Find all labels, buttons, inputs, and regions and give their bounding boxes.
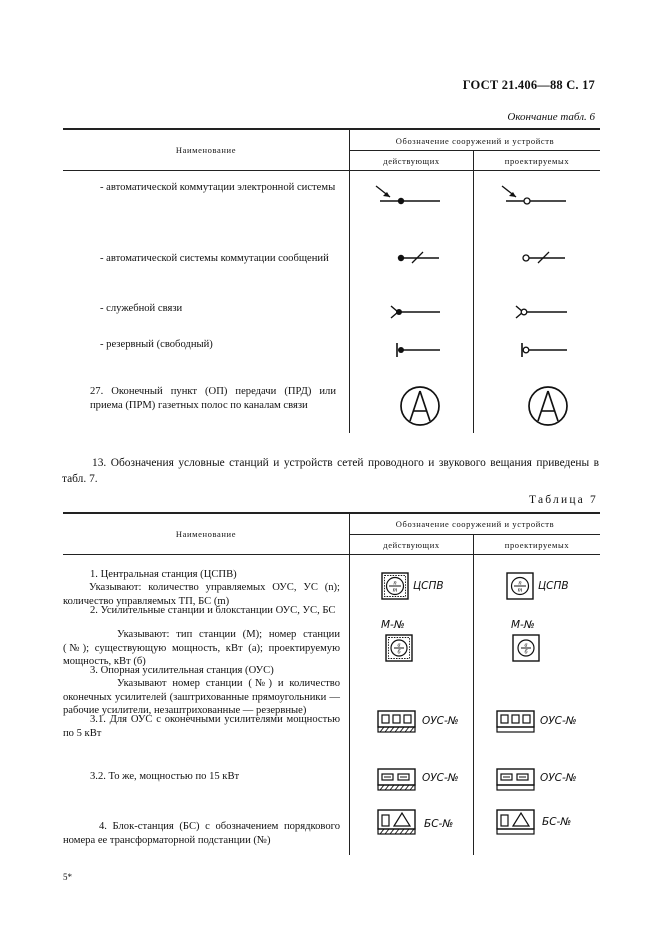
ous-no-label: ОУС-№	[422, 772, 459, 784]
block-station-existing-icon	[377, 809, 417, 837]
table-continuation-label: Окончание табл. 6	[507, 111, 595, 123]
cspv-projected-icon	[506, 572, 536, 602]
auto-switch-electronic-existing-icon	[370, 180, 450, 210]
auto-switch-electronic-projected-icon	[496, 180, 576, 210]
reserve-line-existing-icon	[394, 340, 450, 360]
table-row-text: 3. Опорная усилительная станция (ОУС)	[90, 665, 274, 676]
column-header-name: Наименование	[175, 529, 237, 539]
amplifier-station-projected-icon	[512, 634, 542, 664]
table-row-text: - служебной связи	[100, 303, 183, 314]
circle-A-existing-icon	[398, 384, 442, 428]
column-header-existing: действующих	[383, 156, 440, 166]
table-row-text: - резервный (свободный)	[100, 339, 213, 350]
amp-a-label: a	[524, 642, 528, 649]
block-station-projected-icon	[496, 809, 536, 837]
ous-5kw-existing-icon	[377, 710, 417, 738]
bs-no-label: БС-№	[424, 818, 454, 830]
amp-a-label: a	[397, 642, 401, 649]
footer-mark: 5*	[63, 872, 72, 882]
table-row-text: - автоматической коммутации электронной системы	[100, 182, 336, 193]
ous-15kw-projected-icon	[496, 768, 536, 796]
ous-no-label: ОУС-№	[422, 715, 459, 727]
table-row-text: Указывают номер станции (№) и количество оконечных усилителей (заштрихованные прямоугольники — рабочие усилители, незаштрихованные — резервные)	[63, 678, 340, 717]
service-line-existing-icon	[390, 302, 450, 322]
cspv-m-label: m	[517, 586, 523, 594]
cspv-label: ЦСПВ	[413, 580, 444, 592]
amplifier-station-existing-icon	[385, 634, 415, 664]
table-row-text: Указывают: тип станции (M); номер станции (№); существующую мощность, кВт (a); проектируемую мощность, кВт (б)	[63, 629, 340, 668]
service-line-projected-icon	[515, 302, 575, 322]
ous-no-label: ОУС-№	[540, 772, 577, 784]
auto-message-switch-projected-icon	[520, 248, 580, 268]
cspv-existing-icon	[381, 572, 411, 602]
page-header: ГОСТ 21.406—88 С. 17	[462, 78, 595, 92]
ous-15kw-existing-icon	[377, 768, 417, 796]
column-header-group: Обозначение сооружений и устройств	[395, 136, 555, 146]
column-header-group: Обозначение сооружений и устройств	[395, 519, 555, 529]
amp-b-label: б	[524, 649, 528, 656]
cspv-m-label: m	[392, 586, 398, 594]
ous-no-label: ОУС-№	[540, 715, 577, 727]
column-header-projected: проектируемых	[504, 540, 570, 550]
table-row-text: 3.2. То же, мощностью по 15 кВт	[90, 771, 240, 782]
table-7-title: Таблица 7	[529, 494, 598, 506]
table-row-text: 27. Оконечный пункт (ОП) передачи (ПРД) или приема (ПРМ) газетных полос по каналам связи	[90, 386, 336, 411]
table-row-text: 3.1. Для ОУС с оконечными усилителями мощностью по 5 кВт	[63, 714, 340, 739]
paragraph-13: 13. Обозначения условные станций и устройств сетей проводного и звукового вещания приведены в табл. 7.	[62, 457, 599, 485]
cspv-n-label: n	[393, 579, 397, 587]
table-row-text: Указывают: количество управляемых ОУС, УС (n); количество управляемых ТП, БС (m)	[63, 582, 340, 607]
amp-b-label: б	[397, 649, 401, 656]
cspv-label: ЦСПВ	[538, 580, 569, 592]
table-row-text: 1. Центральная станция (ЦСПВ)	[90, 569, 237, 580]
circle-A-projected-icon	[526, 384, 570, 428]
m-no-label: M-№	[381, 619, 405, 631]
auto-message-switch-existing-icon	[395, 248, 455, 268]
m-no-label: M-№	[511, 619, 535, 631]
table-row-text: 4. Блок-станция (БС) с обозначением порядкового номера ее трансформаторной подстанции (№)	[63, 821, 340, 846]
ous-5kw-projected-icon	[496, 710, 536, 738]
bs-no-label: БС-№	[542, 816, 572, 828]
cspv-n-label: n	[518, 579, 522, 587]
reserve-line-projected-icon	[519, 340, 575, 360]
table-row-text: 2. Усилительные станции и блокстанции ОУС, УС, БС	[90, 605, 336, 616]
table-row-text: - автоматической системы коммутации сообщений	[100, 253, 329, 264]
column-header-existing: действующих	[383, 540, 440, 550]
column-header-name: Наименование	[175, 145, 237, 155]
column-header-projected: проектируемых	[504, 156, 570, 166]
